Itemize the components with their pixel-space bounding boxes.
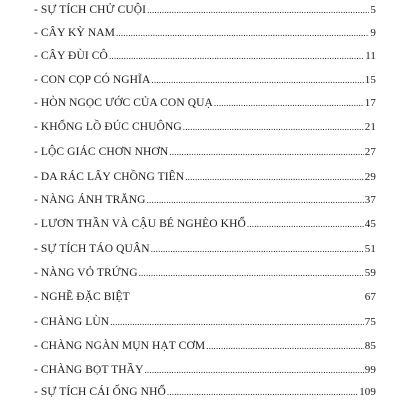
toc-entry (34, 72, 376, 88)
toc-entry-page: 45 (364, 218, 376, 230)
dot-leader (109, 48, 364, 64)
toc-entry (34, 384, 376, 400)
toc-entry-title: - HÒN NGỌC ƯỚC CỦA CON QUẠ (34, 97, 213, 109)
toc-entry (34, 314, 376, 330)
toc-entry-title: - NGHỀ ĐẶC BIỆT (34, 291, 130, 303)
dot-leader (214, 95, 364, 111)
toc-entry-page: 15 (364, 74, 376, 86)
toc-entry (34, 289, 376, 305)
dot-leader (144, 362, 363, 378)
toc-entry-page: 29 (364, 171, 376, 183)
toc-entry-title: - CHÀNG NGÀN MỤN HẠT CƠM (34, 340, 206, 352)
toc-entry-page: 21 (364, 121, 376, 133)
toc-entry-title: - CHÀNG LÙN (34, 316, 110, 328)
toc-entry (34, 25, 376, 41)
toc-entry-title: - CÂY ĐÙI CÔ (34, 50, 108, 62)
toc-entry-page: 99 (364, 364, 376, 376)
toc-entry-title: - CHÀNG BỌT THẦY (34, 364, 144, 376)
toc-entry-page: 11 (365, 50, 376, 62)
dot-leader (167, 384, 358, 400)
toc-entry-title: - KHỔNG LỒ ĐÚC CHUÔNG (34, 121, 182, 133)
dot-leader (151, 241, 364, 257)
dot-leader (116, 25, 369, 41)
toc-entry-page: 67 (364, 291, 376, 303)
toc-entry-page: 27 (364, 146, 376, 158)
toc-entry (34, 95, 376, 111)
toc-entry-title: - SỰ TÍCH CHỬ CUỘI (34, 4, 147, 16)
toc-entry-page: 59 (364, 267, 376, 279)
dot-leader (185, 169, 364, 185)
toc-entry-title: - NÀNG ÁNH TRĂNG (34, 194, 146, 206)
toc-entry (34, 2, 376, 18)
dot-leader (151, 72, 363, 88)
toc-entry (34, 144, 376, 160)
toc-entry (34, 192, 376, 208)
dot-leader (110, 314, 364, 330)
toc-entry (34, 338, 376, 354)
toc-entry-title: - SỰ TÍCH TÁO QUÂN (34, 243, 150, 255)
toc-entry (34, 48, 376, 64)
toc-entry (34, 362, 376, 378)
dot-leader (183, 119, 364, 135)
toc-entry (34, 169, 376, 185)
dot-leader (139, 265, 364, 281)
toc-entry-page: 9 (370, 27, 376, 39)
toc-entry-page: 5 (370, 4, 376, 16)
dot-leader (206, 338, 364, 354)
toc-entry (34, 216, 376, 232)
toc-entry-page: 109 (359, 386, 376, 398)
dot-leader (169, 144, 364, 160)
toc-entry-page: 17 (364, 97, 376, 109)
toc-entry-title: - SỰ TÍCH CÁI ỐNG NHỔ (34, 386, 166, 398)
toc-entry-title: - CÂY KỲ NAM (34, 27, 115, 39)
toc-entry-title: - LƯƠN THẦN VÀ CẬU BÉ NGHÈO KHỔ (34, 218, 246, 230)
toc-entry (34, 241, 376, 257)
toc-entry-title: - LỘC GIÁC CHƠN NHƠN (34, 146, 169, 158)
toc-entry (34, 119, 376, 135)
toc-entry-page: 37 (364, 194, 376, 206)
toc-entry-page: 51 (364, 243, 376, 255)
toc-entry-title: - CON CỌP CÓ NGHĨA (34, 74, 151, 86)
toc-entry-page: 75 (364, 316, 376, 328)
toc-entry (34, 265, 376, 281)
toc-entry-title: - NÀNG VỎ TRỨNG (34, 267, 138, 279)
dot-leader (147, 2, 369, 18)
dot-leader (147, 192, 364, 208)
toc-entry-title: - DA RÁC LẤY CHỒNG TIÊN (34, 171, 185, 183)
toc-entry-page: 85 (364, 340, 376, 352)
dot-leader (247, 216, 364, 232)
